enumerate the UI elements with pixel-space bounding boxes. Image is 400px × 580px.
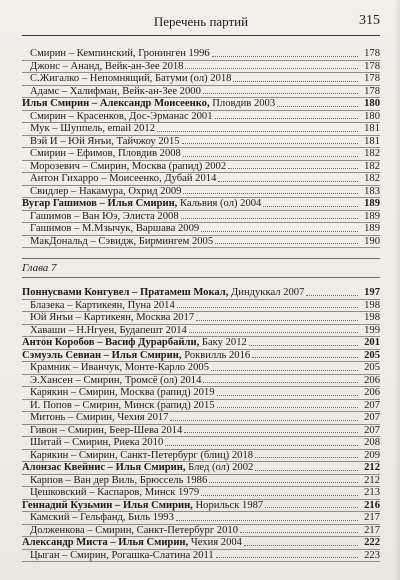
entry-page-number: 205 (364, 349, 380, 361)
sub-game-entry (22, 412, 380, 424)
entry-title (22, 487, 199, 499)
dot-leader (196, 320, 358, 321)
sub-game-entry (22, 173, 380, 185)
entry-text: Гашимов – Ван Юэ, Элиста 2008 (30, 210, 179, 222)
main-game-entry (22, 98, 380, 110)
sub-game-entry (22, 437, 380, 449)
sub-game-entry (22, 136, 380, 148)
entry-page-number: 182 (364, 173, 380, 184)
dot-leader (183, 156, 358, 157)
entry-text: Э.Хансен – Смирин, Тромсё (ол) 2014 (30, 374, 202, 386)
running-header (22, 8, 380, 34)
dot-leader (203, 382, 358, 383)
entry-players: Александр Миста – Илья Смирин, (22, 537, 189, 548)
entry-page-number: 178 (364, 85, 380, 97)
entry-page-number: 212 (364, 474, 380, 486)
entry-title (22, 350, 250, 362)
entry-players: Алонзас Квейнис – Илья Смирин, (22, 462, 186, 473)
entry-players: Антон Коробов – Васиф Дурарбайли, (22, 337, 200, 348)
sub-game-entry (22, 61, 380, 73)
main-game-entry (22, 198, 380, 210)
entry-page-number: 182 (364, 160, 380, 172)
entry-page-number: 217 (364, 524, 380, 536)
dot-leader (181, 218, 358, 219)
entry-page-number: 206 (364, 374, 380, 386)
main-game-entry (22, 500, 380, 512)
entry-page-number: 207 (364, 399, 380, 411)
chapter-label: Глава 7 (22, 262, 57, 274)
entry-page-number: 216 (364, 499, 380, 511)
entry-page-number: 190 (364, 235, 380, 247)
entry-page-number: 198 (364, 312, 380, 323)
entry-title (22, 287, 304, 299)
entry-players: Илья Смирин – Александр Моисеенко, (22, 98, 210, 109)
entry-title (22, 550, 214, 562)
sub-game-entry (22, 161, 380, 173)
dot-leader (255, 457, 358, 458)
entry-text: Хаваши – Н.Нгуен, Будапешт 2014 (30, 324, 187, 336)
entry-page-number: 213 (364, 487, 380, 498)
main-game-entry (22, 537, 380, 549)
entry-title (22, 362, 209, 374)
entry-title (22, 111, 213, 123)
main-game-entry (22, 287, 380, 299)
dot-leader (165, 445, 358, 446)
dot-leader (244, 545, 358, 546)
chapter-heading (22, 258, 380, 278)
entry-title (22, 123, 155, 135)
dot-leader (209, 482, 358, 483)
dot-leader (170, 420, 358, 421)
entry-page-number: 206 (364, 387, 380, 398)
sub-game-entry (22, 450, 380, 462)
entry-title (22, 387, 215, 399)
dot-leader (215, 118, 358, 119)
entry-title (22, 98, 275, 110)
sub-game-entry (22, 300, 380, 312)
entry-page-number: 197 (364, 287, 380, 298)
sub-game-entry (22, 387, 380, 399)
dot-leader (249, 345, 358, 346)
entry-title (22, 375, 201, 387)
dot-leader (265, 507, 358, 508)
main-game-entry (22, 337, 380, 349)
entry-text: Цыган – Смирин, Рогашка-Слатина 2011 (30, 549, 214, 561)
sub-game-entry (22, 73, 380, 85)
main-game-entry (22, 350, 380, 362)
entry-title (22, 500, 263, 512)
entry-page-number: 209 (364, 449, 380, 461)
dot-leader (184, 432, 358, 433)
sub-game-entry (22, 425, 380, 437)
entry-text: Юй Янъи – Картикеян, Москва 2017 (30, 312, 195, 323)
entry-title (22, 86, 201, 98)
dot-leader (185, 68, 358, 69)
entry-title (22, 148, 181, 160)
entry-event: Чехия 2004 (188, 537, 242, 548)
dot-leader (216, 557, 358, 558)
entry-players: Поннусвами Конгувел – Пратамеш Мокал, (22, 287, 229, 298)
sub-game-entry (22, 186, 380, 198)
entry-page-number: 189 (364, 210, 380, 222)
entry-text: Шитай – Смирин, Риека 2010 (30, 437, 164, 448)
dot-leader (177, 307, 358, 308)
entry-text: Смирин – Красенков, Дос-Эрманас 2001 (30, 110, 213, 122)
dot-leader (255, 470, 358, 471)
dot-leader (233, 81, 358, 82)
sub-game-entry (22, 375, 380, 387)
entry-page-number: 207 (364, 424, 380, 436)
entry-event: Кальвия (ол) 2004 (177, 198, 262, 209)
sub-game-entry (22, 400, 380, 412)
sub-game-entry (22, 148, 380, 160)
dot-leader (263, 206, 358, 207)
entry-page-number: 222 (364, 537, 380, 548)
entry-rule (22, 561, 380, 562)
entry-event: Пловдив 2003 (209, 98, 276, 109)
dot-leader (183, 193, 358, 194)
entry-text: Блазека – Картикеян, Пуна 2014 (30, 299, 175, 311)
entry-players: Вугар Гашимов – Илья Смирин, (22, 198, 178, 209)
sub-game-entry (22, 550, 380, 562)
dot-leader (203, 93, 358, 94)
entry-title (22, 186, 181, 198)
entry-page-number: 178 (364, 73, 380, 84)
entry-title (22, 462, 253, 474)
entry-event: Баку 2012 (199, 337, 247, 348)
entry-text: Гивон – Смирин, Беер-Шева 2014 (30, 424, 183, 436)
entry-text: И. Попов – Смирин, Минск (рапид) 2015 (30, 399, 215, 411)
entry-text: Карпов – Ван дер Виль, Брюссель 1986 (30, 474, 208, 486)
sub-game-entry (22, 48, 380, 60)
entry-page-number: 189 (364, 198, 380, 209)
entry-page-number: 199 (364, 324, 380, 336)
entry-text: Мук – Шуппель, email 2012 (30, 123, 155, 134)
entry-text: Карякин – Смирин, Москва (рапид) 2019 (30, 387, 215, 398)
dot-leader (201, 231, 358, 232)
entry-title (22, 73, 231, 85)
entry-text: Карякин – Смирин, Санкт-Петербург (блиц) 2018 (30, 449, 254, 461)
entry-text: Митонь – Смирин, Чехия 2017 (30, 412, 169, 423)
sub-game-entry (22, 211, 380, 223)
entry-title (22, 475, 207, 487)
sub-game-entry (22, 236, 380, 248)
entry-page-number: 212 (364, 462, 380, 473)
entry-page-number: 182 (364, 148, 380, 159)
entry-page-number: 223 (364, 549, 380, 561)
entry-text: Морозевич – Смирин, Москва (рапид) 2002 (30, 160, 227, 172)
entry-text: Крамник – Иванчук, Монте-Карло 2005 (30, 362, 209, 373)
sub-game-entry (22, 86, 380, 98)
entry-page-number: 178 (364, 60, 380, 72)
entry-title (22, 211, 179, 223)
sub-game-entry (22, 325, 380, 337)
entry-page-number: 180 (364, 98, 380, 109)
entry-text: Смирин – Ефимов, Пловдив 2008 (30, 148, 181, 159)
entry-title (22, 425, 182, 437)
entry-title (22, 48, 210, 60)
dot-leader (176, 520, 358, 521)
dot-leader (211, 370, 358, 371)
entry-event: Норильск 1987 (192, 499, 264, 511)
entry-title (22, 537, 242, 549)
entry-text: Смирин – Кемпинский, Гронинген 1996 (30, 48, 210, 59)
sub-game-entry (22, 111, 380, 123)
sub-game-entry (22, 487, 380, 499)
entry-title (22, 198, 261, 210)
header-rule (22, 35, 380, 36)
entry-event: Диндуккал 2007 (228, 287, 305, 298)
entry-title (22, 61, 183, 73)
entry-title (22, 450, 253, 462)
page-number: 315 (359, 13, 380, 28)
sub-game-entry (22, 223, 380, 235)
dot-leader (277, 106, 358, 107)
running-title: Перечень партий (153, 14, 249, 29)
page-edge-shadow (394, 0, 400, 580)
sub-game-entry (22, 123, 380, 135)
entry-text: Гашимов – М.Мзычук, Варшава 2009 (30, 223, 200, 234)
dot-leader (252, 357, 358, 358)
entry-text: МакДональд – Сэвидж, Бирмингем 2005 (30, 235, 214, 247)
entry-rule (22, 247, 380, 248)
entry-page-number: 208 (364, 437, 380, 448)
entry-title (22, 412, 168, 424)
dot-leader (157, 131, 358, 132)
sub-game-entry (22, 525, 380, 537)
entry-text: Вэй И – Юй Янъи, Тайчжоу 2015 (30, 135, 180, 147)
entry-title (22, 223, 199, 235)
entry-title (22, 337, 247, 349)
entry-title (22, 525, 238, 537)
entry-title (22, 400, 215, 412)
dot-leader (218, 181, 358, 182)
game-list-section-2 (22, 287, 380, 562)
entry-text: Камский – Гельфанд, Биль 1993 (30, 512, 174, 523)
entry-text: Свидлер – Накамура, Охрид 2009 (30, 185, 182, 197)
entry-text: Антон Гихарро – Моисеенко, Дубай 2014 (30, 173, 217, 184)
entry-text: Джонс – Ананд, Вейк-ан-Зее 2018 (30, 60, 184, 72)
entry-event: Блед (ол) 2002 (185, 462, 254, 473)
entry-page-number: 198 (364, 299, 380, 311)
entry-title (22, 236, 213, 248)
entry-page-number: 183 (364, 185, 380, 197)
entry-page-number: 217 (364, 512, 380, 523)
sub-game-entry (22, 362, 380, 374)
entry-title (22, 136, 180, 148)
entry-title (22, 437, 163, 449)
dot-leader (212, 56, 358, 57)
entry-title (22, 300, 175, 312)
sub-game-entry (22, 475, 380, 487)
game-list-section-1 (22, 48, 380, 248)
dot-leader (201, 495, 358, 496)
entry-title (22, 312, 194, 324)
dot-leader (306, 295, 358, 296)
entry-page-number: 205 (364, 362, 380, 373)
entry-text: С.Жигалко – Непомнящий, Батуми (ол) 2018 (30, 73, 232, 84)
entry-event: Роквилль 2016 (181, 349, 251, 361)
entry-text: Цешковский – Каспаров, Минск 1979 (30, 487, 200, 498)
entry-page-number: 180 (364, 110, 380, 122)
entry-page-number: 189 (364, 223, 380, 234)
dot-leader (228, 168, 358, 169)
entry-title (22, 161, 226, 173)
dot-leader (217, 407, 358, 408)
entry-text: Долженкова – Смирин, Санкт-Петербург 2010 (30, 524, 238, 536)
entry-page-number: 178 (364, 48, 380, 59)
entry-page-number: 201 (364, 337, 380, 348)
dot-leader (182, 143, 358, 144)
dot-leader (240, 532, 358, 533)
entry-title (22, 512, 174, 524)
entry-page-number: 207 (364, 412, 380, 423)
entry-players: Сэмуэль Севиан – Илья Смирин, (22, 349, 182, 361)
entry-title (22, 173, 216, 185)
entry-players: Геннадий Кузьмин – Илья Смирин, (22, 499, 193, 511)
dot-leader (215, 243, 358, 244)
sub-game-entry (22, 312, 380, 324)
entry-title (22, 325, 187, 337)
entry-page-number: 181 (364, 123, 380, 134)
dot-leader (189, 332, 358, 333)
entry-text: Адамс – Халифман, Вейк-ан-Зее 2000 (30, 85, 201, 97)
main-game-entry (22, 462, 380, 474)
sub-game-entry (22, 512, 380, 524)
dot-leader (217, 395, 358, 396)
entry-page-number: 181 (364, 135, 380, 147)
